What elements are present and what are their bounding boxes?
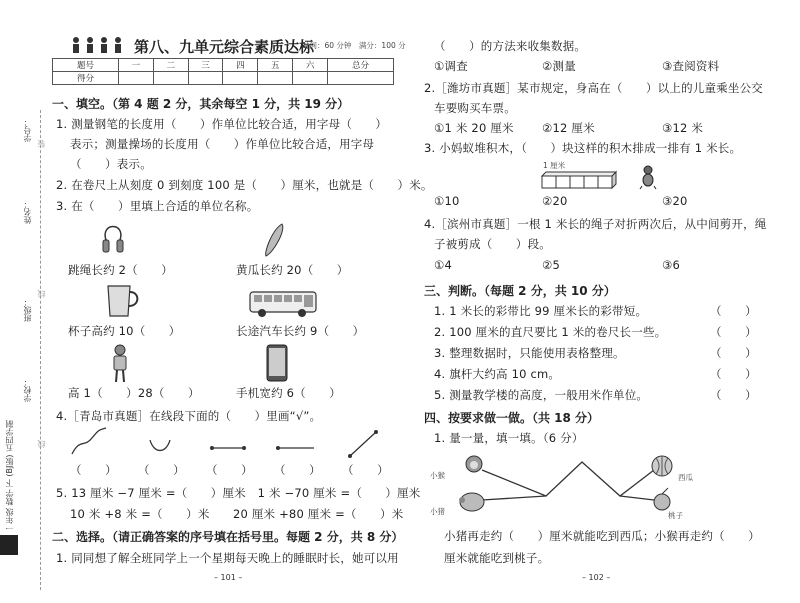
judge-item: 1. 1 米长的彩带比 99 厘米长的彩带短。 bbox=[434, 304, 648, 318]
page-number: – 102 – bbox=[582, 573, 611, 582]
question-text: 车要购买车票。 bbox=[434, 101, 516, 115]
peach-icon bbox=[654, 488, 670, 510]
judge-item: 2. 100 厘米的直尺要比 1 米的卷尺长一些。 bbox=[434, 325, 667, 339]
question-text: 10 米 +8 米 =（ ）米 20 厘米 +80 厘米 =（ ）米 bbox=[70, 507, 404, 521]
cup-icon bbox=[104, 282, 140, 320]
bus-icon bbox=[248, 290, 320, 320]
phone-icon bbox=[264, 344, 290, 384]
pig-label: 小猪 bbox=[430, 507, 445, 516]
bookmark-icon bbox=[0, 535, 18, 555]
table-cell: 题号 bbox=[53, 59, 119, 72]
question-text: 2. 在卷尺上从刻度 0 到刻度 100 是（ ）厘米，也就是（ ）米。 bbox=[56, 178, 433, 192]
q3-item: 黄瓜长约 20（ ） bbox=[236, 263, 349, 277]
question-text: 1. 量一量，填一填。（6 分） bbox=[434, 431, 584, 445]
section-heading: 四、按要求做一做。（共 18 分） bbox=[424, 411, 600, 425]
option: ①1 米 20 厘米 bbox=[434, 121, 514, 135]
school-field: 学校： bbox=[23, 378, 32, 402]
section-heading: 三、判断。（每题 2 分，共 10 分） bbox=[424, 284, 616, 298]
jump-rope-icon bbox=[98, 220, 128, 256]
option: ③20 bbox=[662, 194, 688, 208]
answer-bracket[interactable]: （ ） bbox=[342, 463, 389, 477]
seal-mark: 线 bbox=[37, 290, 46, 298]
melon-label: 西瓜 bbox=[678, 473, 693, 482]
book-label: 一年级 数学 下 (BJ版) 五四学制 bbox=[5, 420, 14, 533]
cut-line bbox=[40, 110, 41, 590]
monkey-icon bbox=[466, 456, 482, 472]
question-text: 3. 在（ ）里填上合适的单位名称。 bbox=[56, 199, 259, 213]
option: ②20 bbox=[542, 194, 568, 208]
section-heading: 一、填空。（第 4 题 2 分，其余每空 1 分，共 19 分） bbox=[52, 97, 350, 111]
right-page bbox=[410, 0, 800, 603]
class-field: 班级： bbox=[23, 298, 32, 322]
seal-mark: 装 bbox=[37, 140, 46, 148]
question-text: 1. 同同想了解全班同学上一个星期每天晚上的睡眠时长，她可以用 bbox=[56, 551, 399, 565]
q3-item: 手机宽约 6（ ） bbox=[236, 386, 341, 400]
score-table bbox=[52, 58, 394, 85]
option: ①4 bbox=[434, 258, 453, 272]
question-text: 厘米就能吃到桃子。 bbox=[444, 551, 550, 565]
table-cell: 四 bbox=[223, 59, 258, 72]
judge-item: 5. 测量教学楼的高度，一般用米作单位。 bbox=[434, 388, 649, 402]
question-text: （ ）的方法来收集数据。 bbox=[434, 39, 587, 53]
judge-item: 3. 整理数据时，只能使用表格整理。 bbox=[434, 346, 625, 360]
table-cell: 一 bbox=[118, 59, 153, 72]
answer-bracket[interactable]: （ ） bbox=[138, 463, 185, 477]
option: ②测量 bbox=[542, 59, 576, 73]
section-heading: 二、选择。（请正确答案的序号填在括号里。每题 2 分，共 8 分） bbox=[52, 530, 404, 544]
path-line bbox=[482, 496, 546, 500]
judge-item: 4. 旗杆大约高 10 cm。 bbox=[434, 367, 561, 381]
question-text: 1. 测量钢笔的长度用（ ）作单位比较合适，用字母（ ） bbox=[56, 117, 388, 131]
question-text: 子被剪成（ ）段。 bbox=[434, 237, 551, 251]
answer-bracket[interactable]: （ ） bbox=[274, 463, 321, 477]
score-table-header-row bbox=[53, 59, 394, 72]
judge-bracket[interactable]: （ ） bbox=[710, 367, 757, 381]
question-text: （ ）表示。 bbox=[70, 157, 152, 171]
table-cell: 六 bbox=[293, 59, 328, 72]
question-text: 表示；测量操场的长度用（ ）作单位比较合适，用字母 bbox=[70, 137, 375, 151]
path-line bbox=[482, 462, 654, 496]
option: ③查阅资料 bbox=[662, 59, 720, 73]
option: ③6 bbox=[662, 258, 681, 272]
line-figures bbox=[70, 428, 390, 458]
table-cell: 总分 bbox=[328, 59, 394, 72]
question-text: 3. 小妈蚁堆积木，（ ）块这样的积木排成一排有 1 米长。 bbox=[424, 141, 742, 155]
table-cell: 得分 bbox=[53, 72, 119, 85]
kids-logo-icon bbox=[70, 36, 126, 56]
option: ①10 bbox=[434, 194, 460, 208]
q3-item: 长途汽车长约 9（ ） bbox=[236, 324, 365, 338]
block-label: 1 厘米 bbox=[543, 161, 566, 170]
score-cell[interactable] bbox=[258, 72, 293, 85]
score-cell[interactable] bbox=[223, 72, 258, 85]
score-cell[interactable] bbox=[188, 72, 223, 85]
score-cell[interactable] bbox=[153, 72, 188, 85]
judge-bracket[interactable]: （ ） bbox=[710, 304, 757, 318]
student-number-field: 学号： bbox=[23, 118, 32, 142]
pig-icon bbox=[459, 493, 484, 511]
score-cell[interactable] bbox=[118, 72, 153, 85]
judge-bracket[interactable]: （ ） bbox=[710, 346, 757, 360]
score-cell[interactable] bbox=[293, 72, 328, 85]
q3-item: 跳绳长约 2（ ） bbox=[68, 263, 173, 277]
path-line bbox=[620, 496, 654, 500]
page-number: – 101 – bbox=[214, 573, 243, 582]
question-text: 4.［滨州市真题］一根 1 米长的绳子对折两次后，从中间剪开，绳 bbox=[424, 217, 767, 231]
q3-item: 杯子高约 10（ ） bbox=[68, 324, 181, 338]
option: ②5 bbox=[542, 258, 561, 272]
arc-figure bbox=[150, 440, 170, 451]
monkey-label: 小猴 bbox=[430, 471, 445, 480]
question-text: 4.［青岛市真题］在线段下面的（ ）里画“√”。 bbox=[56, 409, 322, 423]
table-cell: 二 bbox=[153, 59, 188, 72]
option: ③12 米 bbox=[662, 121, 704, 135]
cucumber-icon bbox=[262, 222, 286, 258]
table-cell: 五 bbox=[258, 59, 293, 72]
answer-bracket[interactable]: （ ） bbox=[70, 463, 117, 477]
answer-bracket[interactable]: （ ） bbox=[206, 463, 253, 477]
question-text: 5. 13 厘米 −7 厘米 =（ ）厘米 1 米 −70 厘米 =（ ）厘米 bbox=[56, 486, 421, 500]
curve-figure bbox=[72, 428, 106, 454]
child-icon bbox=[108, 344, 132, 384]
name-field: 姓名： bbox=[23, 200, 32, 224]
blocks-icon bbox=[540, 170, 616, 190]
seal-mark: 线 bbox=[37, 440, 46, 448]
judge-bracket[interactable]: （ ） bbox=[710, 388, 757, 402]
table-cell: 三 bbox=[188, 59, 223, 72]
time-info: 时间：60 分钟 满分：100 分 bbox=[302, 41, 406, 50]
option: ①调查 bbox=[434, 59, 468, 73]
page-title: 第八、九单元综合素质达标 bbox=[134, 38, 315, 56]
question-text: 小猪再走约（ ）厘米就能吃到西瓜；小猴再走约（ ） bbox=[444, 529, 760, 543]
score-table-score-row bbox=[53, 72, 394, 85]
score-cell[interactable] bbox=[328, 72, 394, 85]
judge-bracket[interactable]: （ ） bbox=[710, 325, 757, 339]
question-text: 2.［潍坊市真题］某市规定，身高在（ ）以上的儿童乘坐公交 bbox=[424, 81, 763, 95]
peach-label: 桃子 bbox=[668, 511, 683, 520]
ant-icon bbox=[638, 164, 658, 190]
q3-item: 高 1（ ）28（ ） bbox=[68, 386, 200, 400]
option: ②12 厘米 bbox=[542, 121, 595, 135]
segment-figure bbox=[350, 432, 376, 456]
watermelon-icon bbox=[652, 456, 672, 476]
